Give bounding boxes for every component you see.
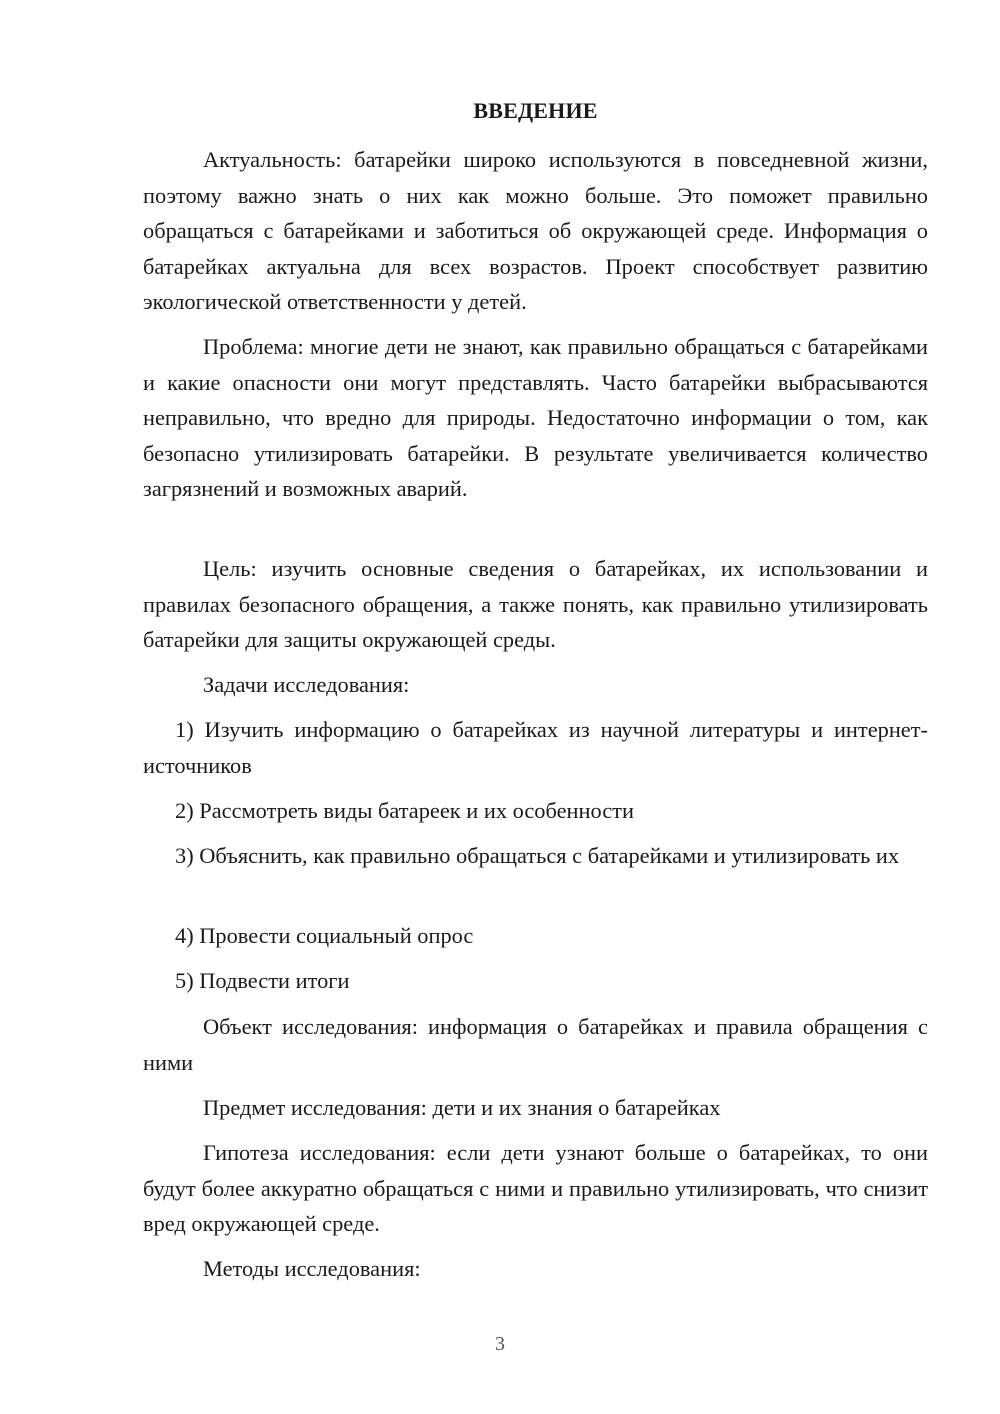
research-subject-paragraph: Предмет исследования: дети и их знания о батарейках	[203, 1095, 721, 1120]
relevance-paragraph: Актуальность: батарейки широко используются в повседневной жизни, поэтому важно знать о них как можно больше. Это поможет правильно обращаться с батарейками и заботиться об окружающей среде. Информация о батарейках актуальна для всех возрастов. Проект способствует развитию экологической ответственности у детей.	[143, 147, 928, 314]
task-item-2: 2) Рассмотреть виды батареек и их особенности	[175, 798, 634, 823]
task-item-3: 3) Объяснить, как правильно обращаться с батарейками и утилизировать их	[175, 843, 900, 868]
methods-heading: Методы исследования:	[203, 1256, 421, 1281]
research-object-paragraph: Объект исследования: информация о батарейках и правила обращения с ними	[143, 1014, 928, 1075]
section-title: ВВЕДЕНИЕ	[473, 98, 598, 123]
hypothesis-paragraph: Гипотеза исследования: если дети узнают больше о батарейках, то они будут более аккуратно обращаться с ними и правильно утилизировать, что снизит вред окружающей среде.	[143, 1140, 928, 1236]
task-item-4: 4) Провести социальный опрос	[175, 923, 474, 948]
problem-paragraph: Проблема: многие дети не знают, как правильно обращаться с батарейками и какие опасности они могут представлять. Часто батарейки выбрасываются неправильно, что вредно для природы. Недостаточно информации о том, как безопасно утилизировать батарейки. В результате увеличивается количество загрязнений и возможных аварий.	[143, 334, 928, 501]
tasks-heading: Задачи исследования:	[203, 672, 410, 697]
goal-paragraph: Цель: изучить основные сведения о батарейках, их использовании и правилах безопасного обращения, а также понять, как правильно утилизировать батарейки для защиты окружающей среды.	[143, 556, 928, 652]
page-number: 3	[495, 1333, 505, 1355]
task-item-5: 5) Подвести итоги	[175, 968, 350, 993]
task-item-1: 1) Изучить информацию о батарейках из научной литературы и интернет-источников	[143, 717, 928, 778]
